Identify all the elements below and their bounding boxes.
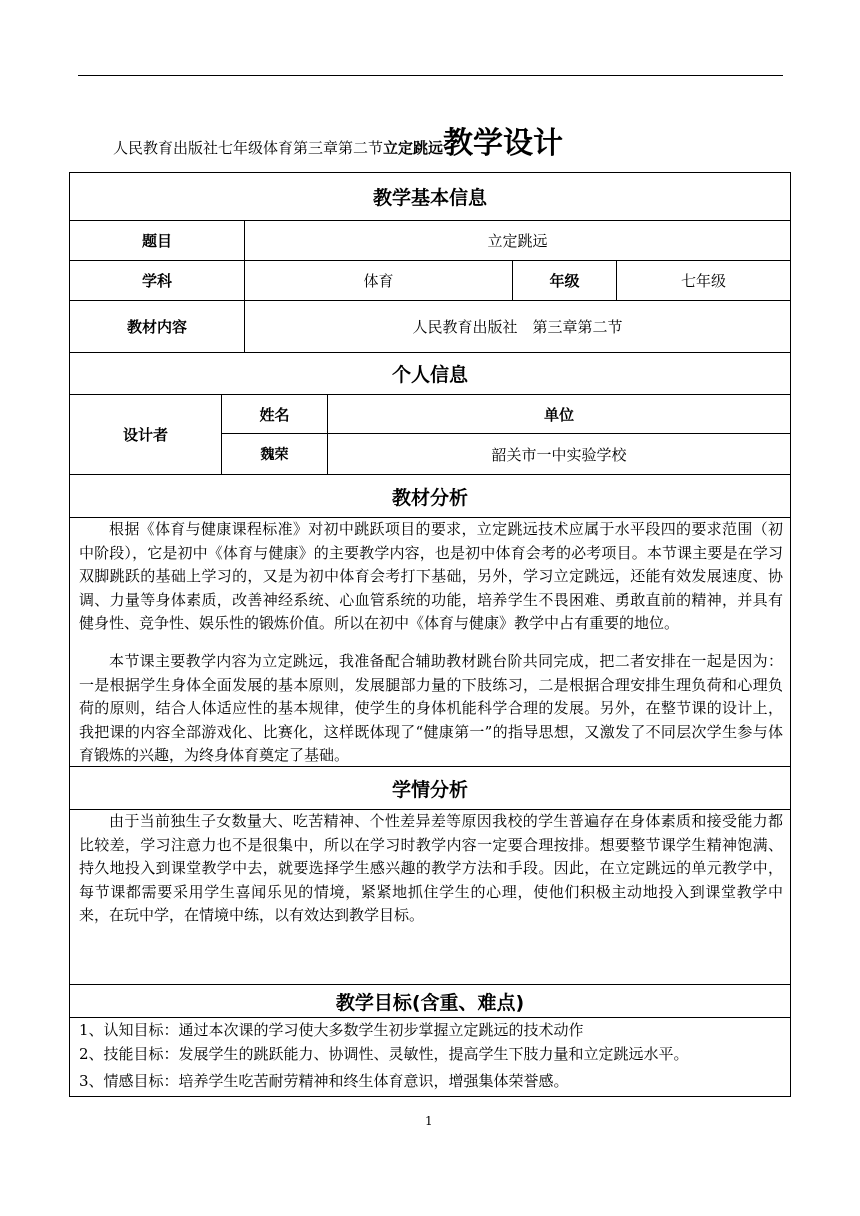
material-analysis-paragraph-2: 本节课主要教学内容为立定跳远，我准备配合辅助教材跳台阶共同完成，把二者安排在一起是因为：一是根据学生身体全面发展的基本原则，发展腿部力量的下肢练习，二是根据合理安排生理负荷和心理负荷的原则，结合人体适应性的基本规律，使学生的身体机能科学合理的发展。另外，在整节课的设计上，我把课的内容全部游戏化、比赛化，这样既体现了“健康第一”的指导思想，又激发了不同层次学生参与体育锻炼的兴趣，为终身体育奠定了基础。: [79, 652, 783, 765]
objective-item: 1、认知目标：通过本次课的学习使大多数学生初步掌握立定跳远的技术动作: [79, 1021, 584, 1039]
grade-value: 七年级: [680, 272, 726, 290]
material-label: 教材内容: [126, 318, 187, 336]
unit-label: 单位: [543, 405, 574, 424]
student-analysis-paragraph: 由于当前独生子女数量大、吃苦精神、个性差异差等原因我校的学生普遍存在身体素质和接受能力都比较差，学习注意力也不是很集中，所以在学习时教学内容一定要合理按排。想要整节课学生精神饱满、持久地投入到课堂教学中去，就要选择学生感兴趣的教学方法和手段。因此，在立定跳远的单元教学中，每节课都需要采用学生喜闻乐见的情境，紧紧地抓住学生的心理，使他们积极主动地投入到课堂教学中来，在玩中学，在情境中练，以有效达到教学目标。: [79, 812, 783, 925]
material-value: 人民教育出版社 第三章第二节: [412, 318, 623, 336]
unit-value: 韶关市一中实验学校: [491, 445, 627, 464]
material-analysis-header: 教材分析: [391, 486, 468, 509]
material-analysis-paragraph-1: 根据《体育与健康课程标准》对初中跳跃项目的要求，立定跳远技术应属于水平段四的要求范围（初中阶段），它是初中《体育与健康》的主要教学内容，也是初中体育会考的必考项目。本节课主要是在学习双脚跳跃的基础上学习的，又是为初中体育会考打下基础，另外，学习立定跳远，还能有效发展速度、协调、力量等身体素质，改善神经系统、心血管系统的功能，培养学生不畏困难、勇敢直前的精神，并具有健身性、竞争性、娱乐性的锻炼价值。所以在初中《体育与健康》教学中占有重要的地位。: [79, 520, 783, 633]
name-label: 姓名: [259, 405, 290, 424]
basic-info-header: 教学基本信息: [372, 187, 487, 209]
subject-label: 学科: [141, 272, 172, 290]
subject-value: 体育: [363, 272, 394, 290]
objectives-header: 教学目标(含重、难点): [335, 991, 525, 1014]
objective-item: 3、情感目标：培养学生吃苦耐劳精神和终生体育意识，增强集体荣誉感。: [79, 1072, 569, 1090]
objective-item: 2、技能目标：发展学生的跳跃能力、协调性、灵敏性，提高学生下肢力量和立定跳远水平。: [79, 1045, 689, 1063]
topic-value: 立定跳远: [487, 232, 548, 250]
personal-info-header: 个人信息: [391, 364, 468, 386]
title-prefix: 人民教育出版社七年级体育第三章第二节: [113, 139, 384, 157]
title-topic: 立定跳远: [383, 139, 444, 157]
topic-label: 题目: [141, 232, 172, 250]
name-value: 魏荣: [260, 447, 289, 463]
document-title: [113, 118, 563, 162]
student-analysis-header: 学情分析: [391, 778, 468, 801]
grade-label: 年级: [549, 272, 580, 290]
title-suffix: 教学设计: [443, 126, 564, 161]
page-number: 1: [425, 1114, 433, 1128]
header-rule: [78, 75, 783, 76]
designer-label: 设计者: [122, 426, 168, 444]
